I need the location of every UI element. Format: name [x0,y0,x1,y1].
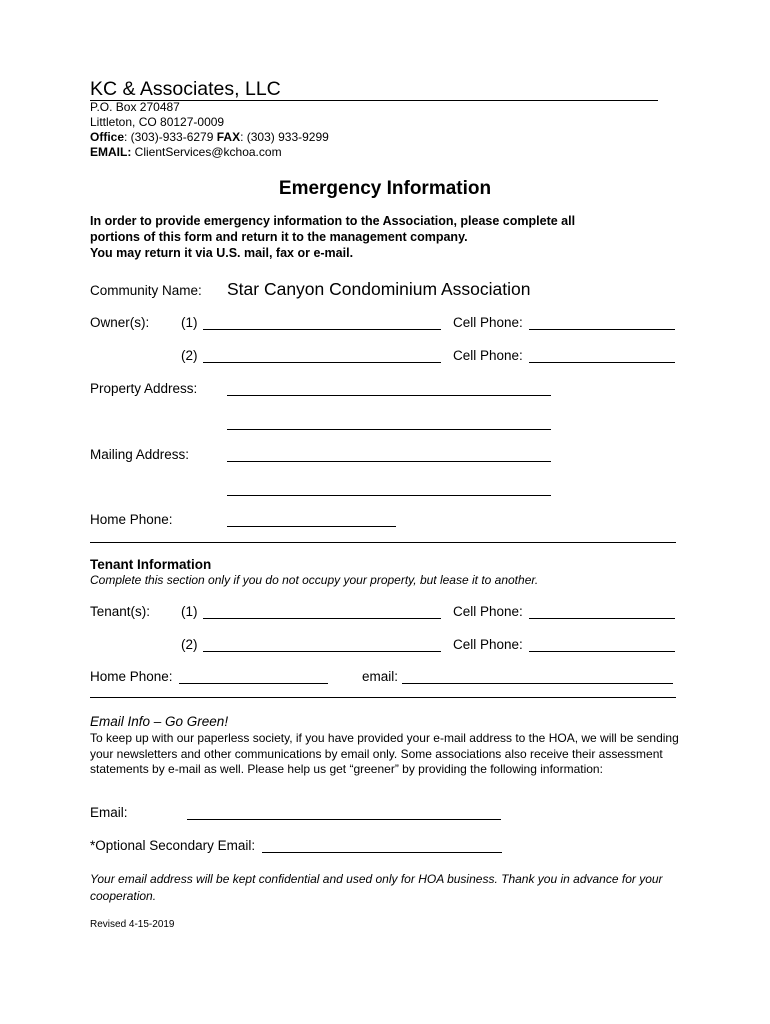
fax-label: FAX [216,130,241,144]
owner-2-field[interactable] [203,348,441,363]
mailing-address-field-2[interactable] [227,481,551,496]
office-value: : (303)-933-6279 [124,130,217,144]
intro-text [90,213,650,261]
owners-label: Owner(s): [90,315,150,330]
community-name-value: Star Canyon Condominium Association [227,279,531,299]
owner-1-cell-label: Cell Phone: [453,315,523,330]
email-value: ClientServices@kchoa.com [131,145,282,159]
tenant-email-field[interactable] [402,669,673,684]
tenant-home-phone-field[interactable] [179,669,328,684]
tenant-subtitle: Complete this section only if you do not occupy your property, but lease it to another. [90,573,539,587]
tenant-2-field[interactable] [203,637,441,652]
email-info-heading: Email Info – Go Green! [90,714,229,729]
tenant-1-label: (1) [181,604,198,619]
office-label: Office [90,130,125,144]
revised-date: Revised 4-15-2019 [90,919,175,930]
email-label: Email: [90,805,128,820]
property-address-field-1[interactable] [227,381,551,396]
secondary-email-field[interactable] [262,838,502,853]
home-phone-label: Home Phone: [90,512,173,527]
email-label: EMAIL: [90,145,132,159]
email-info-paragraph: To keep up with our paperless society, if you have provided your e-mail address to the HOA, we will be sending your newsletters and other communications by email only. Some associations also receive their assessment statements by e-mail as well. Please help us get “greener” by providing the following information: [90,731,679,776]
intro-line-2: portions of this form and return it to the management company. [90,230,468,244]
owner-2-cell-field[interactable] [529,348,675,363]
owner-1-cell-field[interactable] [529,315,675,330]
owner-1-field[interactable] [203,315,441,330]
tenant-2-cell-label: Cell Phone: [453,637,523,652]
page-title: Emergency Information [278,178,492,199]
intro-line-1: In order to provide emergency information to the Association, please complete all [90,214,576,228]
mailing-address-label: Mailing Address: [90,447,190,462]
confidentiality-note: Your email address will be kept confidential and used only for HOA business. Thank you in advance for your cooperation. [90,872,663,903]
fax-value: : (303) 933-9299 [240,130,329,144]
owner-2-label: (2) [181,348,198,363]
tenant-2-cell-field[interactable] [529,637,675,652]
tenants-label: Tenant(s): [90,604,151,619]
section-divider-1 [90,542,676,543]
tenant-1-cell-field[interactable] [529,604,675,619]
city-line: Littleton, CO 80127-0009 [90,115,225,129]
intro-line-3: You may return it via U.S. mail, fax or e-mail. [90,246,354,260]
email-field[interactable] [187,805,501,820]
tenant-1-cell-label: Cell Phone: [453,604,523,619]
property-address-field-2[interactable] [227,415,551,430]
owner-2-cell-label: Cell Phone: [453,348,523,363]
property-address-label: Property Address: [90,381,198,396]
office-fax-line [90,130,329,145]
section-divider-2 [90,697,676,698]
tenant-email-label: email: [362,669,399,684]
home-phone-field[interactable] [227,512,396,527]
tenant-heading: Tenant Information [90,557,212,572]
tenant-2-label: (2) [181,637,198,652]
secondary-email-label: *Optional Secondary Email: [90,838,256,853]
tenant-1-field[interactable] [203,604,441,619]
company-name: KC & Associates, LLC [90,78,658,101]
tenant-home-phone-label: Home Phone: [90,669,173,684]
email-line [90,145,282,160]
owner-1-label: (1) [181,315,198,330]
mailing-address-field-1[interactable] [227,447,551,462]
community-name-label: Community Name: [90,283,202,298]
po-box: P.O. Box 270487 [90,100,180,114]
